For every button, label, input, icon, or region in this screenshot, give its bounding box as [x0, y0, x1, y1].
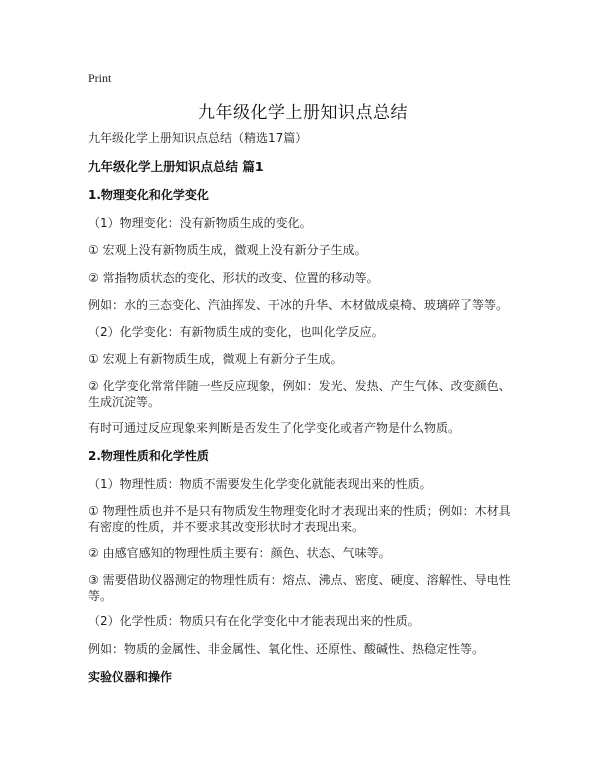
article-heading: 九年级化学上册知识点总结 篇1 — [88, 159, 264, 174]
document-title: 九年级化学上册知识点总结 — [198, 103, 408, 123]
section-heading: 2.物理性质和化学性质 — [88, 449, 209, 463]
section-heading: 1.物理变化和化学变化 — [88, 188, 209, 202]
paragraph: 例如：物质的金属性、非金属性、氧化性、还原性、酸碱性、热稳定性等。 — [88, 642, 485, 656]
paragraph: ③ 需要借助仪器测定的物理性质有：熔点、沸点、密度、硬度、溶解性、导电性等。 — [88, 573, 511, 603]
paragraph: ② 常指物质状态的变化、形状的改变、位置的移动等。 — [88, 271, 379, 285]
print-link[interactable]: Print — [88, 71, 112, 85]
paragraph: （2）化学性质：物质只有在化学变化中才能表现出来的性质。 — [88, 614, 420, 628]
paragraph: ② 由感官感知的物理性质主要有：颜色、状态、气味等。 — [88, 546, 391, 560]
paragraph: （1）物理性质：物质不需要发生化学变化就能表现出来的性质。 — [88, 477, 432, 491]
paragraph: ① 物理性质也并不是只有物质发生物理变化时才表现出来的性质；例如：木材具有密度的性质，并不要求其改变形状时才表现出来。 — [88, 504, 511, 534]
paragraph: （1）物理变化：没有新物质生成的变化。 — [88, 216, 312, 230]
paragraph: 有时可通过反应现象来判断是否发生了化学变化或者产物是什么物质。 — [88, 421, 461, 435]
paragraph: ① 宏观上有新物质生成，微观上有新分子生成。 — [88, 352, 343, 366]
section-heading: 实验仪器和操作 — [88, 670, 173, 684]
paragraph: ① 宏观上没有新物质生成，微观上没有新分子生成。 — [88, 243, 367, 257]
paragraph: ② 化学变化常常伴随一些反应现象，例如：发光、发热、产生气体、改变颜色、生成沉淀等。 — [88, 379, 511, 409]
paragraph: （2）化学变化：有新物质生成的变化，也叫化学反应。 — [88, 325, 384, 339]
paragraph: 例如：水的三态变化、汽油挥发、干冰的升华、木材做成桌椅、玻璃碎了等等。 — [88, 298, 509, 312]
document-subtitle: 九年级化学上册知识点总结（精选17篇） — [88, 131, 308, 145]
